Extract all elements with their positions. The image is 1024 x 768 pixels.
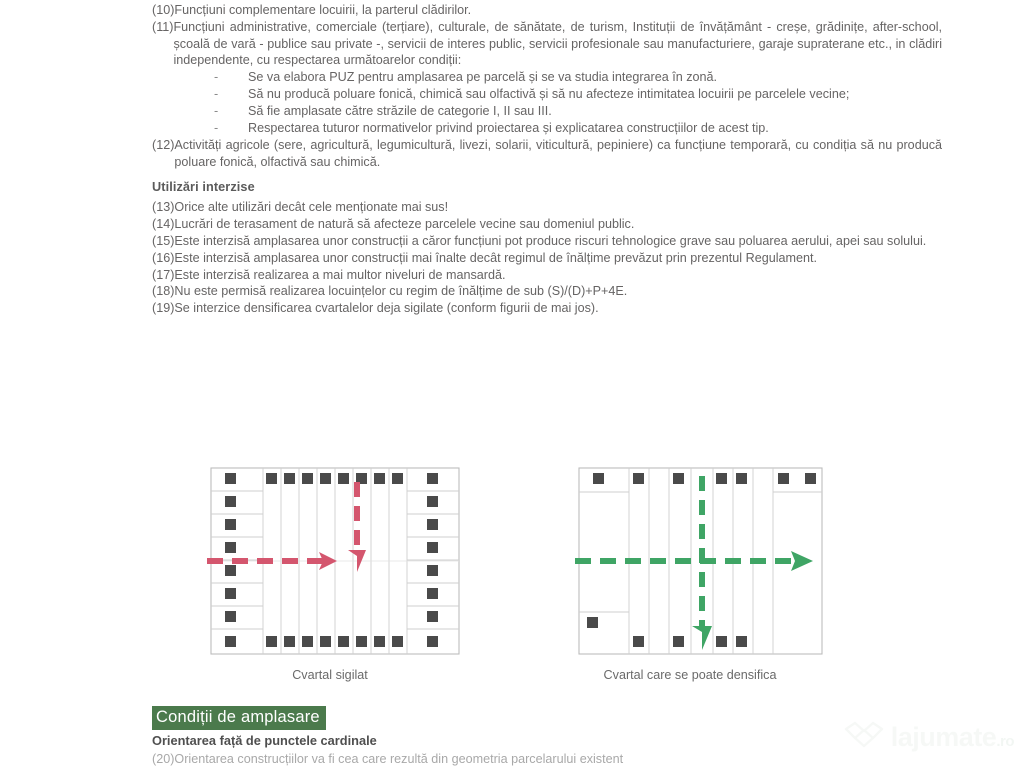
paragraph-number: (13) (152, 200, 175, 215)
dash-bullet: - (214, 70, 219, 85)
figure-cvartal-sigilat (205, 462, 465, 667)
sub-condition-item (152, 86, 942, 103)
paragraph-number: (20) (152, 752, 175, 766)
sub-conditions-list (152, 69, 942, 137)
paragraph-12 (152, 137, 942, 171)
paragraph-20 (152, 752, 623, 766)
paragraph-text: Nu este permisă realizarea locuințelor cu regim de înălțime de sub (S)/(D)+P+4E. (174, 284, 628, 299)
paragraph-number: (11) (152, 19, 174, 34)
spacer (152, 170, 942, 179)
cvartal-sigilat-diagram (205, 462, 465, 662)
paragraph-text: Este interzisă realizarea a mai multor niveluri de mansardă. (174, 267, 506, 282)
paragraph-15 (152, 233, 942, 250)
paragraph-text: Orientarea construcțiilor va fi cea care rezultă din geometria parcelarului existent (174, 752, 624, 766)
paragraph-13 (152, 199, 942, 216)
sub-condition-text: Respectarea tuturor normativelor privind proiectarea și explicatarea construcțiilor de acest tip. (248, 120, 769, 135)
watermark-name: lajumate (890, 721, 997, 752)
section-heading-wrapper (152, 706, 326, 730)
figure-caption-right: Cvartal care se poate densifica (603, 668, 777, 682)
paragraph-11 (152, 19, 942, 69)
paragraph-number: (10) (152, 3, 175, 17)
sub-heading-orientare: Orientarea față de punctele cardinale (152, 733, 377, 748)
paragraph-number: (12) (152, 137, 175, 152)
dash-bullet: - (214, 104, 219, 118)
paragraph-number: (19) (152, 301, 175, 316)
lajumate-logo-icon (843, 720, 885, 754)
dash-bullet: - (214, 120, 219, 135)
sub-condition-item (152, 120, 942, 137)
paragraph-19 (152, 300, 942, 317)
paragraph-10 (152, 2, 942, 19)
paragraph-text: Este interzisă amplasarea unor construcții mai înalte decât regimul de înălțime prevăzut prin prezentul Regulament. (174, 250, 818, 265)
document-text-body (152, 2, 942, 317)
paragraph-number: (16) (152, 250, 175, 265)
watermark (843, 720, 1014, 754)
paragraph-text: Orice alte utilizări decât cele menționate mai sus! (174, 200, 449, 215)
paragraph-16 (152, 250, 942, 267)
paragraph-text: Se interzice densificarea cvartalelor deja sigilate (conform figurii de mai jos). (174, 301, 599, 316)
paragraph-text: Funcțiuni administrative, comerciale (terțiare), culturale, de sănătate, de turism, Instituții de învățământ - creșe, grădinițe, after-school, școală de vară - publice sau private -, servicii de interes public, servicii profesionale sau manufacturiere, garaje supraterane etc., in clădiri independente, cu respectarea următoarelor condiții: (173, 19, 942, 68)
paragraph-number: (18) (152, 284, 175, 299)
sub-condition-text: Să fie amplasate către străzile de categorie I, II sau III. (248, 104, 552, 118)
sub-condition-text: Să nu producă poluare fonică, chimică sau olfactivă și să nu afecteze intimitatea locuirii pe parcelele vecine; (248, 87, 850, 102)
paragraph-number: (14) (152, 217, 175, 232)
paragraph-17 (152, 267, 942, 284)
heading-utilizari-interzise: Utilizări interzise (152, 180, 255, 195)
paragraph-text: Lucrări de terasament de natură să afecteze parcelele vecine sau domeniul public. (174, 217, 635, 232)
paragraph-number: (17) (152, 267, 175, 282)
section-heading-conditii-amplasare: Condiții de amplasare (152, 706, 326, 730)
sub-condition-text: Se va elabora PUZ pentru amplasarea pe parcelă și se va studia integrarea în zonă. (248, 70, 718, 85)
sub-condition-item (152, 69, 942, 86)
watermark-tld: .ro (996, 732, 1014, 750)
paragraph-number: (15) (152, 234, 175, 248)
figure-caption-left: Cvartal sigilat (292, 668, 368, 682)
dash-bullet: - (214, 87, 219, 102)
sub-condition-item (152, 103, 942, 120)
paragraph-14 (152, 216, 942, 233)
figure-cvartal-densifica (573, 462, 828, 667)
paragraph-text: Funcțiuni complementare locuirii, la parterul clădirilor. (174, 3, 472, 17)
watermark-text (890, 721, 1014, 752)
figures-area (0, 462, 1024, 702)
paragraph-text: Activități agricole (sere, agricultură, legumicultură, livezi, solarii, viticultură, pepiniere) ca funcțiune temporară, cu condiția să nu producă poluare fonică, olfactivă sau chimică. (174, 137, 942, 169)
paragraph-18 (152, 283, 942, 300)
paragraph-text: Este interzisă amplasarea unor construcții a căror funcțiuni pot produce riscuri tehnologice grave sau poluarea aerului, apei sau solului. (174, 234, 927, 248)
cvartal-densifica-diagram (573, 462, 828, 662)
